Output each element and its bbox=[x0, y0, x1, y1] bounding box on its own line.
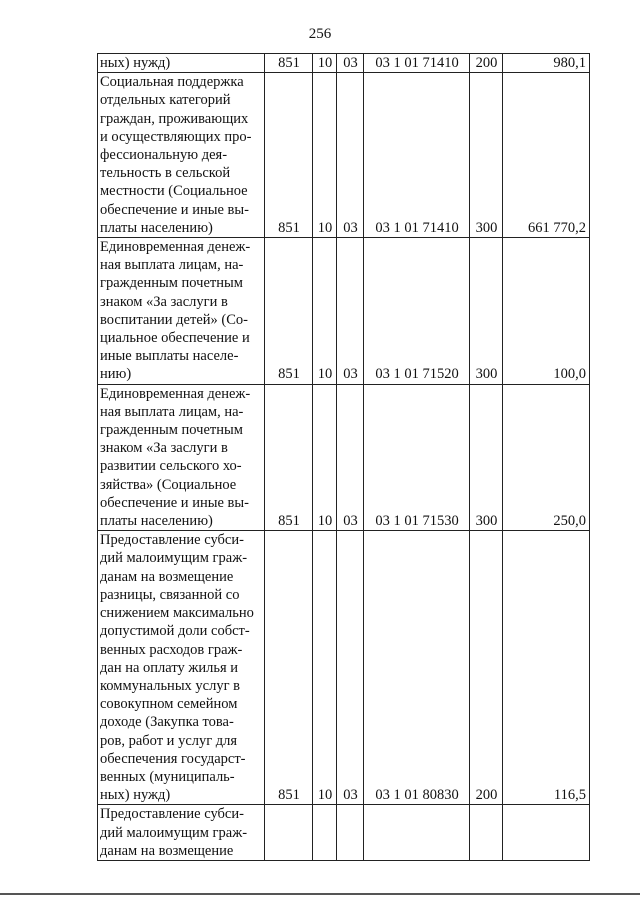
expense-type-code: 200 bbox=[470, 531, 503, 805]
table-row bbox=[98, 384, 590, 531]
admin-code: 851 bbox=[265, 73, 313, 238]
table-row bbox=[98, 238, 590, 385]
section-code: 10 bbox=[313, 531, 337, 805]
admin-code: 851 bbox=[265, 531, 313, 805]
admin-code: 851 bbox=[265, 54, 313, 73]
table-row bbox=[98, 531, 590, 805]
admin-code: 851 bbox=[265, 384, 313, 531]
amount: 250,0 bbox=[503, 384, 590, 531]
subsection-code bbox=[337, 805, 364, 861]
row-description: ных) нужд) bbox=[98, 54, 265, 73]
section-code: 10 bbox=[313, 54, 337, 73]
table-row bbox=[98, 805, 590, 861]
subsection-code: 03 bbox=[337, 384, 364, 531]
admin-code: 851 bbox=[265, 238, 313, 385]
amount: 980,1 bbox=[503, 54, 590, 73]
row-description: Предоставление субси- дий малоимущим граж- данам на возмещение bbox=[98, 805, 265, 861]
section-code bbox=[313, 805, 337, 861]
amount bbox=[503, 805, 590, 861]
section-code: 10 bbox=[313, 384, 337, 531]
page-bottom-edge bbox=[0, 893, 640, 895]
target-article-code: 03 1 01 71530 bbox=[364, 384, 470, 531]
expense-type-code: 300 bbox=[470, 384, 503, 531]
section-code: 10 bbox=[313, 73, 337, 238]
expense-type-code: 300 bbox=[470, 238, 503, 385]
amount: 116,5 bbox=[503, 531, 590, 805]
page-number: 256 bbox=[308, 26, 332, 42]
target-article-code: 03 1 01 71410 bbox=[364, 54, 470, 73]
target-article-code: 03 1 01 71520 bbox=[364, 238, 470, 385]
admin-code bbox=[265, 805, 313, 861]
table-row bbox=[98, 54, 590, 73]
subsection-code: 03 bbox=[337, 54, 364, 73]
subsection-code: 03 bbox=[337, 531, 364, 805]
row-description: Единовременная денеж- ная выплата лицам, на- гражденным почетным знаком «За заслуги в воспитании детей» (Со- циальное обеспечение и иные выплаты населе- нию) bbox=[98, 238, 265, 385]
expense-type-code bbox=[470, 805, 503, 861]
subsection-code: 03 bbox=[337, 238, 364, 385]
target-article-code: 03 1 01 71410 bbox=[364, 73, 470, 238]
expense-type-code: 200 bbox=[470, 54, 503, 73]
subsection-code: 03 bbox=[337, 73, 364, 238]
section-code: 10 bbox=[313, 238, 337, 385]
target-article-code bbox=[364, 805, 470, 861]
row-description: Социальная поддержка отдельных категорий граждан, проживающих и осуществляющих про- фессиональную дея- тельность в сельской местности (Социальное обеспечение и иные вы- платы населению) bbox=[98, 73, 265, 238]
row-description: Единовременная денеж- ная выплата лицам, на- гражденным почетным знаком «За заслуги в развитии сельского хо- зяйства» (Социальное обеспечение и иные вы- платы населению) bbox=[98, 384, 265, 531]
budget-table bbox=[97, 53, 590, 861]
amount: 100,0 bbox=[503, 238, 590, 385]
expense-type-code: 300 bbox=[470, 73, 503, 238]
table-row bbox=[98, 73, 590, 238]
target-article-code: 03 1 01 80830 bbox=[364, 531, 470, 805]
row-description: Предоставление субси- дий малоимущим граж- данам на возмещение разницы, связанной со снижением максимально допустимой доли собст- венных расходов граж- дан на оплату жилья и коммунальных услуг в совокупном семейном доходе (Закупка това- ров, работ и услуг для обеспечения государст- венных (муниципаль- ных) нужд) bbox=[98, 531, 265, 805]
amount: 661 770,2 bbox=[503, 73, 590, 238]
